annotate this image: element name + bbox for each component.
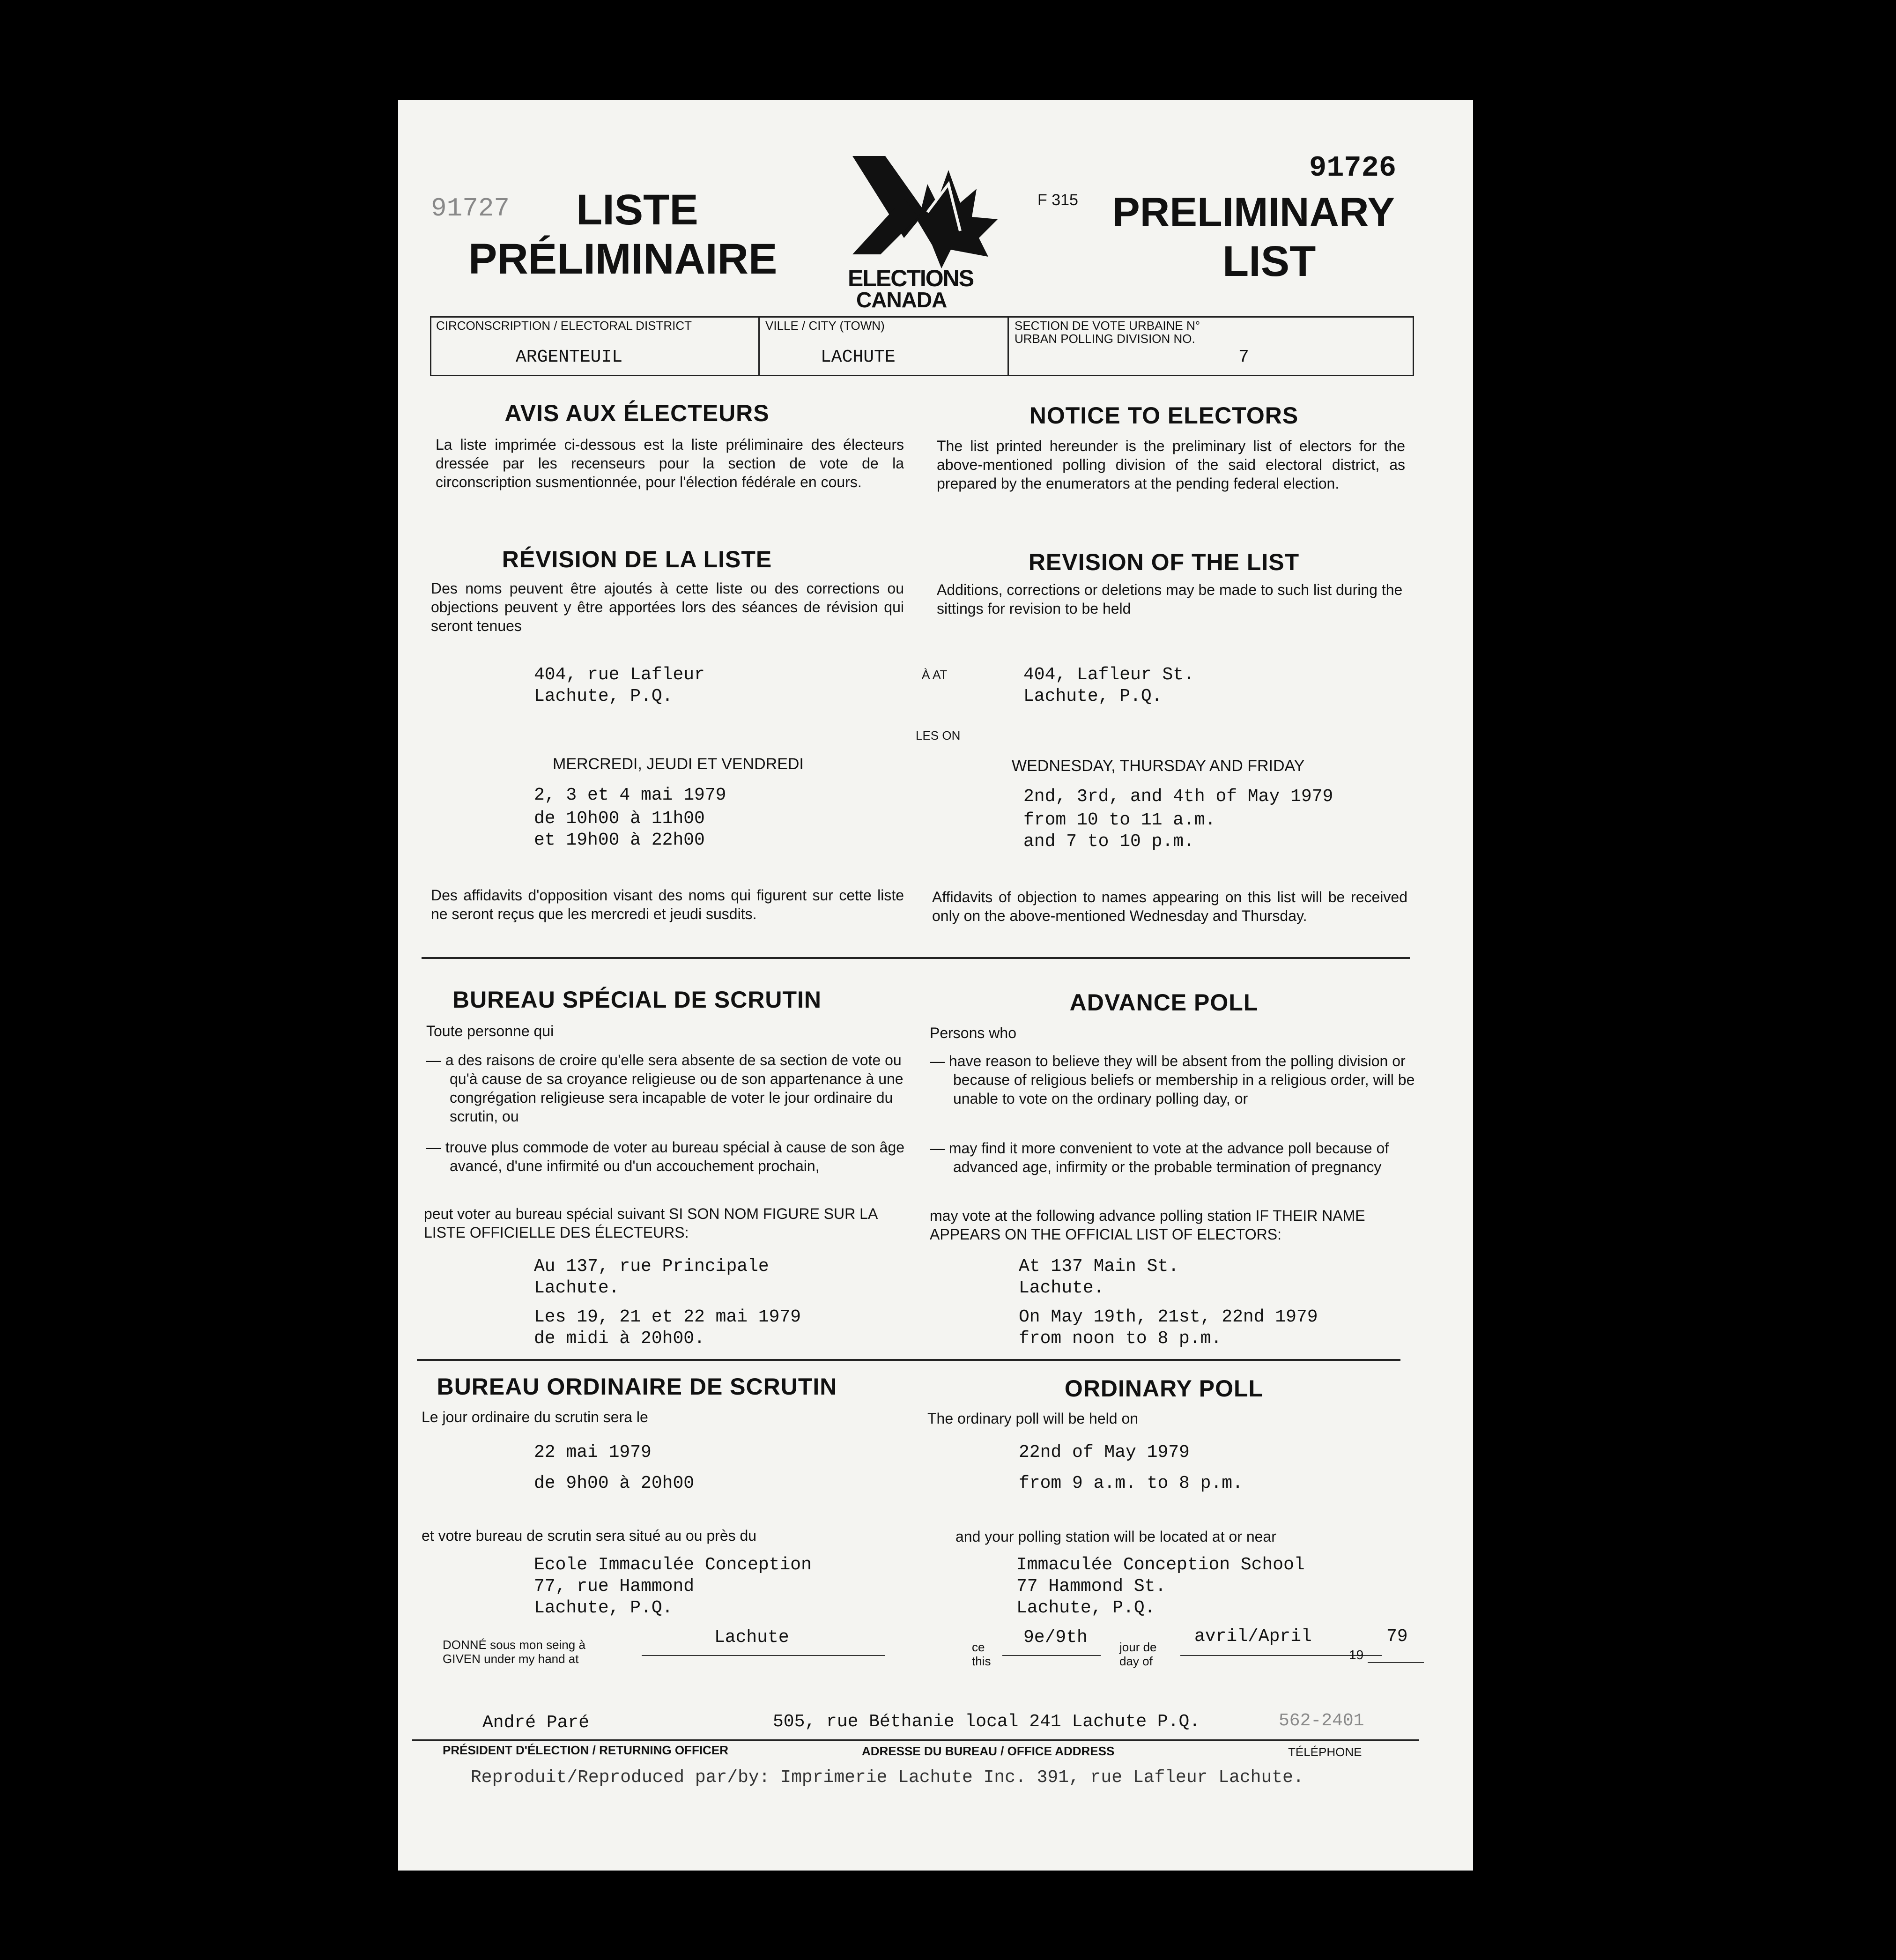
year-line [1368, 1662, 1424, 1663]
logo-text-canada: CANADA [856, 288, 947, 312]
advance-time-en: from noon to 8 p.m. [1019, 1329, 1222, 1349]
revision-days-en: WEDNESDAY, THURSDAY AND FRIDAY [1012, 757, 1305, 775]
division-value: 7 [1238, 347, 1249, 367]
revision-time-en-2: and 7 to 10 p.m. [1023, 832, 1194, 852]
form-code: F 315 [1037, 191, 1078, 209]
revision-address-fr-line2: Lachute, P.Q. [534, 686, 673, 706]
dayof-label-fr: jour de [1119, 1640, 1157, 1654]
ordinary-station-fr: et votre bureau de scrutin sera situé au ou près du [422, 1527, 757, 1544]
ordinary-loc-en-1: Immaculée Conception School [1016, 1555, 1305, 1575]
city-cell [758, 318, 1009, 375]
revision-date-en: 2nd, 3rd, and 4th of May 1979 [1023, 787, 1333, 807]
printer-credit: Reproduit/Reproduced par/by: Imprimerie Lachute Inc. 391, rue Lafleur Lachute. [471, 1767, 1304, 1788]
advance-location-en [1019, 1256, 1318, 1350]
advance-item-fr-1: — a des raisons de croire qu'elle sera absente de sa section de vote ou qu'à cause de sa croyance religieuse ou de son appartenance à une congrégation religieuse sera incapable de voter le jour ordinaire du scrutin, ou [426, 1052, 904, 1125]
ordinary-location-en [1016, 1554, 1305, 1619]
advance-title-fr: BUREAU SPÉCIAL DE SCRUTIN [452, 987, 822, 1013]
given-label-fr: DONNÉ sous mon seing à [443, 1638, 585, 1652]
division-label-fr: SECTION DE VOTE URBAINE N° [1015, 319, 1200, 333]
ordinary-loc-fr-3: Lachute, P.Q. [534, 1598, 673, 1618]
ordinary-time-fr: de 9h00 à 20h00 [534, 1473, 695, 1493]
signature-year: 79 [1386, 1626, 1408, 1647]
revision-address-en-line2: Lachute, P.Q. [1023, 686, 1163, 706]
ghost-form-number: 91727 [431, 193, 510, 223]
district-label: CIRCONSCRIPTION / ELECTORAL DISTRICT [436, 319, 692, 333]
this-label-fr: ce [972, 1640, 985, 1654]
revision-time-fr-2: et 19h00 à 22h00 [534, 830, 705, 850]
ordinary-loc-fr-1: Ecole Immaculée Conception [534, 1555, 812, 1575]
revision-text-fr: Des noms peuvent être ajoutés à cette liste ou des corrections ou objections peuvent y être apportées lors des séances de révision qui seront tenues [431, 580, 904, 634]
at-label: À AT [922, 668, 948, 682]
advance-time-fr: de midi à 20h00. [534, 1329, 705, 1349]
elections-canada-logo [848, 156, 1002, 311]
division-label-en: URBAN POLLING DIVISION NO. [1015, 332, 1195, 346]
title-fr-line1: LISTE [576, 186, 698, 234]
ordinary-date-en: 22nd of May 1979 [1019, 1442, 1190, 1463]
revision-schedule-fr [534, 785, 726, 851]
advance-item-en-1: — have reason to believe they will be absent from the polling division or because of religious beliefs or membership in a religious order, will be unable to vote on the ordinary polling day, or [930, 1053, 1415, 1107]
signature-place: Lachute [714, 1627, 789, 1648]
revision-days-fr: MERCREDI, JEUDI ET VENDREDI [553, 755, 804, 773]
title-en-line1: PRELIMINARY [1112, 189, 1395, 235]
this-label [972, 1640, 991, 1668]
revision-schedule-en [1023, 786, 1333, 853]
officer-address-label: ADRESSE DU BUREAU / OFFICE ADDRESS [862, 1744, 1115, 1758]
advance-item-fr-2-text: trouve plus commode de voter au bureau spécial à cause de son âge avancé, d'une infirmité ou d'un accouchement prochain, [445, 1139, 905, 1174]
ordinary-intro-en: The ordinary poll will be held on [927, 1410, 1139, 1427]
revision-time-en-1: from 10 to 11 a.m. [1023, 810, 1216, 830]
ordinary-time-en: from 9 a.m. to 8 p.m. [1019, 1473, 1243, 1493]
advance-date-en: On May 19th, 21st, 22nd 1979 [1019, 1307, 1318, 1327]
city-label: VILLE / CITY (TOWN) [765, 319, 885, 333]
advance-title-en: ADVANCE POLL [1069, 989, 1259, 1016]
day-line [1002, 1655, 1101, 1656]
advance-addr-fr-1: Au 137, rue Principale [534, 1256, 769, 1277]
advance-item-fr-2: — trouve plus commode de voter au bureau spécial à cause de son âge avancé, d'une infirmité ou d'un accouchement prochain, [426, 1139, 905, 1174]
revision-address-en [1023, 664, 1194, 707]
ordinary-loc-en-3: Lachute, P.Q. [1016, 1598, 1155, 1618]
title-fr-line2: PRÉLIMINAIRE [468, 235, 778, 283]
dayof-label-en: day of [1119, 1654, 1153, 1668]
advance-intro-fr: Toute personne qui [426, 1023, 554, 1039]
notice-text-fr: La liste imprimée ci-dessous est la liste préliminaire des électeurs dressée par les recenseurs pour la section de vote de la circonscription susmentionnée, pour l'élection fédérale en cours. [436, 436, 904, 490]
logo-text-elections: ELECTIONS [848, 265, 974, 291]
advance-location-fr [534, 1256, 801, 1350]
revision-title-en: REVISION OF THE LIST [1028, 549, 1300, 575]
place-line [642, 1655, 885, 1656]
advance-date-fr: Les 19, 21 et 22 mai 1979 [534, 1307, 801, 1327]
signature-year-prefix: 19 [1349, 1648, 1364, 1662]
signature-day: 9e/9th [1023, 1627, 1088, 1648]
advance-addr-fr-2: Lachute. [534, 1278, 620, 1298]
advance-intro-en: Persons who [930, 1025, 1016, 1041]
revision-address-en-line1: 404, Lafleur St. [1023, 665, 1194, 685]
form-number: 91726 [1309, 151, 1397, 185]
officer-phone: 562-2401 [1279, 1711, 1364, 1731]
on-label: LES ON [916, 728, 961, 742]
affidavit-text-fr: Des affidavits d'opposition visant des noms qui figurent sur cette liste ne seront reçus que les mercredi et jeudi susdits. [431, 887, 904, 922]
advance-item-fr-1-text: a des raisons de croire qu'elle sera absente de sa section de vote ou qu'à cause de sa croyance religieuse ou de son appartenance à une congrégation religieuse sera incapable de voter le jour ordinaire du scrutin, ou [445, 1052, 904, 1125]
advance-item-en-2-text: may find it more convenient to vote at the advance poll because of advanced age, infirmity or the probable termination of pregnancy [948, 1140, 1389, 1175]
ordinary-when-en [1019, 1442, 1243, 1494]
ordinary-location-fr [534, 1554, 812, 1619]
advance-outro-fr: peut voter au bureau spécial suivant SI SON NOM FIGURE SUR LA LISTE OFFICIELLE DES ÉLECTEURS: [424, 1205, 877, 1241]
revision-date-fr: 2, 3 et 4 mai 1979 [534, 785, 726, 805]
advance-item-en-2: — may find it more convenient to vote at the advance poll because of advanced age, infirmity or the probable termination of pregnancy [930, 1140, 1389, 1175]
ordinary-intro-fr: Le jour ordinaire du scrutin sera le [422, 1409, 648, 1425]
revision-title-fr: RÉVISION DE LA LISTE [502, 546, 772, 572]
revision-address-fr [534, 664, 705, 707]
district-cell [431, 318, 758, 375]
maple-x-icon [848, 156, 1002, 273]
revision-text-en: Additions, corrections or deletions may be made to such list during the sittings for revision to be held [937, 581, 1403, 617]
affidavit-text-en: Affidavits of objection to names appearing on this list will be received only on the above-mentioned Wednesday and Thursday. [932, 889, 1407, 924]
advance-addr-en-1: At 137 Main St. [1019, 1256, 1179, 1277]
info-box [430, 316, 1414, 376]
divider-1 [422, 957, 1410, 959]
notice-title-en: NOTICE TO ELECTORS [1029, 402, 1299, 429]
ordinary-title-en: ORDINARY POLL [1064, 1375, 1264, 1402]
divider-2 [417, 1359, 1400, 1361]
title-en-line2: LIST [1222, 238, 1316, 285]
advance-item-en-1-text: have reason to believe they will be absent from the polling division or because of religious beliefs or membership in a religious order, will be unable to vote on the ordinary polling day, or [948, 1053, 1415, 1107]
ordinary-date-fr: 22 mai 1979 [534, 1442, 652, 1463]
revision-time-fr-1: de 10h00 à 11h00 [534, 809, 705, 829]
notice-title-fr: AVIS AUX ÉLECTEURS [504, 400, 770, 426]
officer-line [412, 1739, 1419, 1741]
revision-address-fr-line1: 404, rue Lafleur [534, 665, 705, 685]
city-value: LACHUTE [821, 347, 896, 367]
advance-addr-en-2: Lachute. [1019, 1278, 1104, 1298]
ordinary-loc-fr-2: 77, rue Hammond [534, 1576, 695, 1596]
notice-text-en: The list printed hereunder is the preliminary list of electors for the above-mentioned polling division of the said electoral district, as prepared by the enumerators at the pending federal election. [937, 438, 1405, 492]
officer-name: André Paré [482, 1713, 590, 1733]
officer-address: 505, rue Béthanie local 241 Lachute P.Q. [773, 1712, 1200, 1732]
ordinary-when-fr [534, 1442, 694, 1494]
division-cell [1007, 318, 1413, 375]
officer-phone-label: TÉLÉPHONE [1288, 1745, 1362, 1759]
this-label-en: this [972, 1654, 991, 1668]
ordinary-loc-en-2: 77 Hammond St. [1016, 1576, 1166, 1596]
election-notice-sheet [398, 100, 1473, 1871]
ordinary-title-fr: BUREAU ORDINAIRE DE SCRUTIN [437, 1373, 837, 1400]
signature-month: avril/April [1194, 1626, 1312, 1647]
given-label-en: GIVEN under my hand at [443, 1652, 579, 1666]
given-label [443, 1638, 585, 1666]
dayof-label [1119, 1640, 1157, 1668]
ordinary-station-en: and your polling station will be located at or near [955, 1528, 1276, 1545]
advance-outro-en: may vote at the following advance polling station IF THEIR NAME APPEARS ON THE OFFICIAL LIST OF ELECTORS: [930, 1207, 1365, 1243]
officer-name-label: PRÉSIDENT D'ÉLECTION / RETURNING OFFICER [443, 1743, 728, 1757]
district-value: ARGENTEUIL [516, 347, 623, 367]
